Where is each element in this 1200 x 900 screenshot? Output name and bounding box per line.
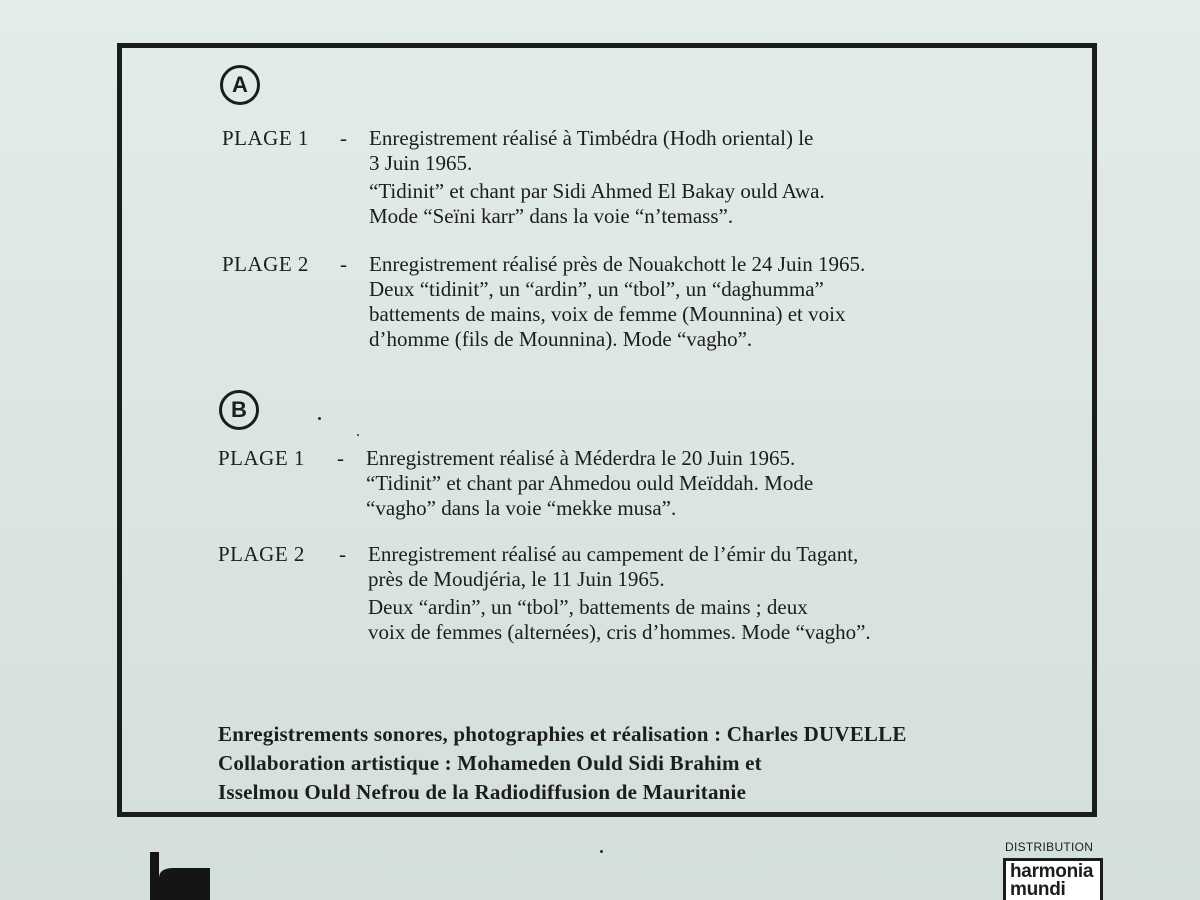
text-line: Enregistrement réalisé à Méderdra le 20 Juin 1965.: [366, 446, 796, 470]
side-b-marker: B: [219, 390, 259, 430]
side-a-plage-2-label: PLAGE 2: [222, 252, 309, 276]
side-a-plage-1-text: [369, 126, 825, 229]
logo-line: harmonia: [1010, 861, 1094, 882]
text-line: Deux “ardin”, un “tbol”, battements de mains ; deux: [368, 595, 808, 619]
text-line: Enregistrement réalisé au campement de l’émir du Tagant,: [368, 542, 859, 566]
side-a-plage-2-dash: -: [340, 252, 347, 276]
side-b-plage-2-label: PLAGE 2: [218, 542, 305, 566]
harmonia-mundi-logo: [1003, 858, 1103, 900]
text-line: “vagho” dans la voie “mekke musa”.: [366, 496, 677, 520]
text-line: Mode “Seïni karr” dans la voie “n’temass”.: [369, 204, 734, 228]
credits-line: Isselmou Ould Nefrou de la Radiodiffusion de Mauritanie: [218, 780, 747, 804]
side-b-plage-1-text: [366, 446, 813, 521]
text-line: Deux “tidinit”, un “ardin”, un “tbol”, un “daghumma”: [369, 277, 824, 301]
text-line: près de Moudjéria, le 11 Juin 1965.: [368, 567, 665, 591]
text-line: battements de mains, voix de femme (Mounnina) et voix: [369, 302, 846, 326]
side-b-plage-1-label: PLAGE 1: [218, 446, 305, 470]
credits-line: Collaboration artistique : Mohameden Ould Sidi Brahim et: [218, 751, 762, 775]
credits-block: [218, 720, 907, 807]
text-line: d’homme (fils de Mounnina). Mode “vagho”.: [369, 327, 753, 351]
text-line: Enregistrement réalisé à Timbédra (Hodh oriental) le: [369, 126, 814, 150]
print-speck: [357, 434, 359, 436]
logo-line: mundi: [1010, 879, 1066, 900]
text-line: voix de femmes (alternées), cris d’hommes. Mode “vagho”.: [368, 620, 871, 644]
text-line: “Tidinit” et chant par Sidi Ahmed El Bakay ould Awa.: [369, 179, 825, 203]
side-a-plage-1-dash: -: [340, 126, 347, 150]
distribution-label: DISTRIBUTION: [1005, 840, 1094, 854]
text-line: 3 Juin 1965.: [369, 151, 473, 175]
side-a-plage-2-text: [369, 252, 865, 352]
side-b-plage-2-text: [368, 542, 871, 645]
credits-line: Enregistrements sonores, photographies et réalisation : Charles DUVELLE: [218, 722, 907, 746]
side-b-plage-2-dash: -: [339, 542, 346, 566]
print-speck: [318, 417, 321, 420]
label-logo-icon: [150, 852, 210, 900]
side-a-marker: A: [220, 65, 260, 105]
side-a-plage-1-label: PLAGE 1: [222, 126, 309, 150]
print-speck: [600, 850, 603, 853]
text-line: “Tidinit” et chant par Ahmedou ould Meïddah. Mode: [366, 471, 814, 495]
side-b-plage-1-dash: -: [337, 446, 344, 470]
text-line: Enregistrement réalisé près de Nouakchott le 24 Juin 1965.: [369, 252, 866, 276]
